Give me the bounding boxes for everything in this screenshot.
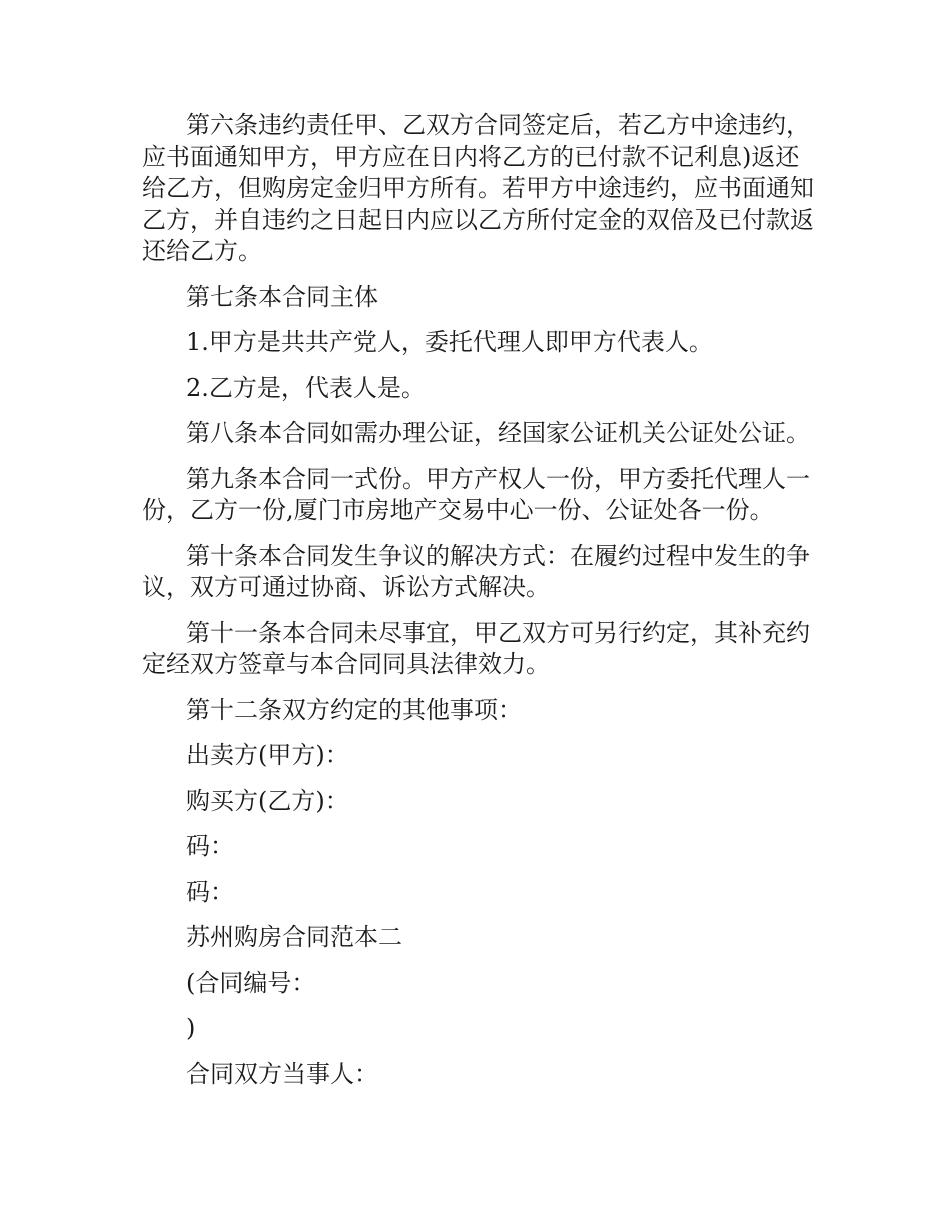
article-6-breach-liability: 第六条违约责任甲、乙双方合同签定后，若乙方中途违约，应书面通知甲方，甲方应在日内将乙方的已付款不记利息)返还给乙方，但购房定金归甲方所有。若甲方中途违约，应书面通知乙方，并自违约之日起日内应以乙方所付定金的双倍及已付款返还给乙方。 (142, 111, 814, 265)
article-10-dispute-resolution: 第十条本合同发生争议的解决方式：在履约过程中发生的争议，双方可通过协商、诉讼方式解决。 (142, 541, 810, 601)
contract-number-label: (合同编号： (186, 968, 316, 997)
code-line-1: 码： (186, 832, 234, 860)
code-line-2: 码： (186, 877, 234, 906)
article-7-heading: 第七条本合同主体 (186, 282, 378, 311)
document-page (142, 110, 814, 1104)
seller-signature-line: 出卖方(甲方)： (186, 741, 349, 769)
article-8-notarization: 第八条本合同如需办理公证，经国家公证机关公证处公证。 (186, 419, 810, 447)
article-7-item-1: 1.甲方是共共产党人，委托代理人即甲方代表人。 (186, 328, 713, 356)
buyer-signature-line: 购买方(乙方)： (186, 786, 349, 815)
contract-number-close: ) (186, 1014, 196, 1042)
article-11-supplementary: 第十一条本合同未尽事宜，甲乙双方可另行约定，其补充约定经双方签章与本合同同具法律效力。 (142, 618, 810, 678)
article-12-other-matters: 第十二条双方约定的其他事项： (186, 695, 522, 724)
contract-parties-label: 合同双方当事人： (186, 1059, 378, 1088)
template-2-title: 苏州购房合同范本二 (186, 923, 402, 951)
article-7-item-2: 2.乙方是，代表人是。 (186, 373, 425, 402)
article-9-copies: 第九条本合同一式份。甲方产权人一份，甲方委托代理人一份，乙方一份,厦门市房地产交易中心一份、公证处各一份。 (142, 464, 810, 524)
